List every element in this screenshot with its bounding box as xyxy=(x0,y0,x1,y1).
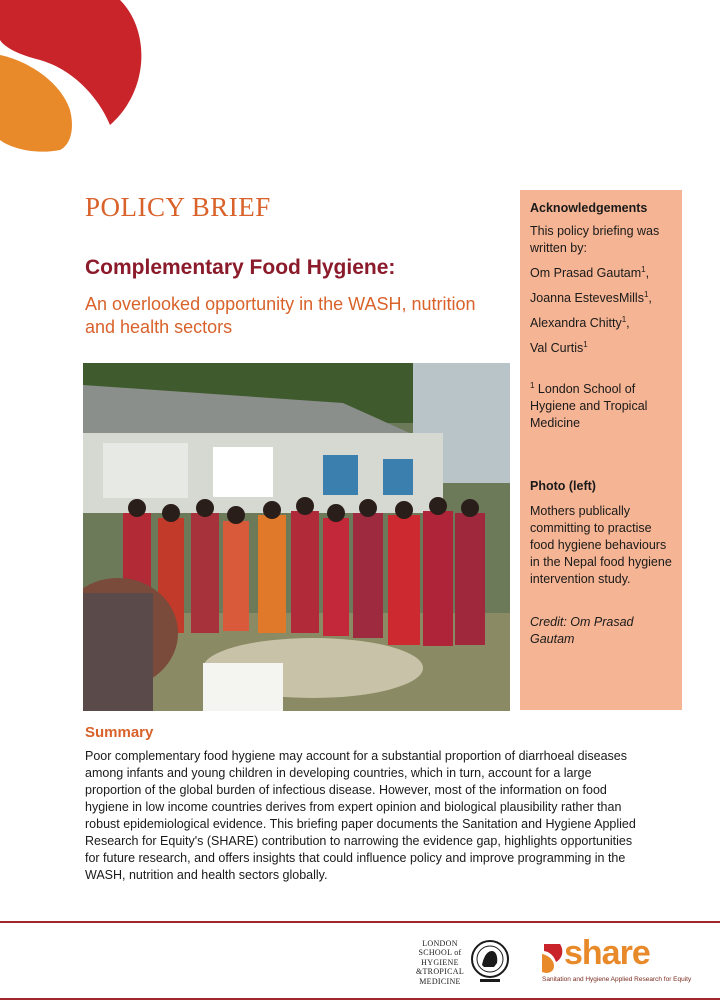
affiliation-text: London School of Hygiene and Tropical Medicine xyxy=(530,382,648,430)
author-separator: , xyxy=(626,316,630,330)
lshtm-wordmark xyxy=(410,939,470,986)
acknowledgements-sidebar xyxy=(520,190,682,710)
brand-swoosh-logo xyxy=(0,0,160,160)
affiliation-note xyxy=(530,381,673,432)
share-tagline: Sanitation and Hygiene Applied Research for Equity xyxy=(542,976,692,983)
author-item xyxy=(530,290,673,307)
author-name: Joanna EstevesMills xyxy=(530,291,644,305)
photo-caption: Mothers publically committing to practise food hygiene behaviours in the Nepal food hygiene intervention study. xyxy=(530,504,672,586)
author-separator: , xyxy=(645,266,650,280)
lshtm-line: MEDICINE xyxy=(419,976,461,986)
affiliation-marker: 1 xyxy=(530,380,535,390)
author-item xyxy=(530,265,673,282)
document-subtitle: An overlooked opportunity in the WASH, nutrition and health sectors xyxy=(85,294,476,337)
lshtm-line: HYGIENE xyxy=(421,957,459,967)
document-title: Complementary Food Hygiene: xyxy=(85,256,396,279)
footer-rule-bottom xyxy=(0,998,720,1000)
author-affiliation-marker: 1 xyxy=(641,264,646,274)
acknowledgements-intro: This policy briefing was written by: xyxy=(530,224,660,255)
footer-rule-top xyxy=(0,921,720,923)
author-item xyxy=(530,315,673,332)
photo-credit: Credit: Om Prasad Gautam xyxy=(530,615,634,646)
author-name: Val Curtis xyxy=(530,341,584,355)
summary-text: Poor complementary food hygiene may account for a substantial proportion of diarrhoeal diseases among infants and young children in developing countries, which in turn, account for a large proportion of the global burden of infectious disease. However, most of the information on food hygiene in low income countries derives from expert opinion and biological plausibility rather than robust epidemiological evidence. This briefing paper documents the Sanitation and Hygiene Applied Research for Equity's (SHARE) contribution to narrowing the evidence gap, highlights opportunities for future research, and offers insights that could influence policy and improve programming in the WASH, nutrition and health sectors globally. xyxy=(85,749,636,882)
lshtm-logo xyxy=(410,937,510,989)
author-affiliation-marker: 1 xyxy=(621,314,627,324)
acknowledgements-heading: Acknowledgements xyxy=(530,201,648,215)
author-name: Om Prasad Gautam xyxy=(530,266,642,280)
author-item xyxy=(530,340,673,357)
author-affiliation-marker: 1 xyxy=(583,339,588,349)
author-name: Alexandra Chitty xyxy=(530,316,622,330)
lshtm-line: &TROPICAL xyxy=(415,967,465,977)
lshtm-line: SCHOOL of xyxy=(418,948,462,958)
share-swoosh-icon xyxy=(540,942,566,974)
summary-heading: Summary xyxy=(85,724,154,741)
author-affiliation-marker: 1 xyxy=(643,289,649,299)
share-logo xyxy=(540,934,692,989)
author-separator: , xyxy=(648,291,652,305)
lshtm-line: LONDON xyxy=(422,939,458,948)
lshtm-seal-icon xyxy=(470,937,510,987)
cover-photo xyxy=(83,363,510,711)
photo-heading: Photo (left) xyxy=(530,479,596,493)
share-wordmark: share xyxy=(564,934,650,972)
document-kicker: POLICY BRIEF xyxy=(85,192,271,222)
